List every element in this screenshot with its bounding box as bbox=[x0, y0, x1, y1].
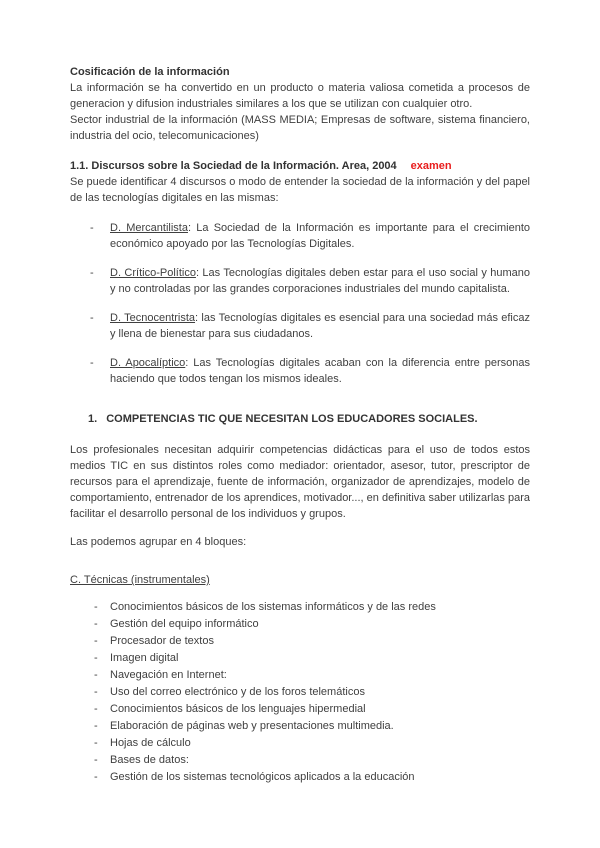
discourse-term: D. Crítico-Político bbox=[110, 267, 196, 279]
list-item bbox=[70, 355, 530, 387]
list-item: - Navegación en Internet: bbox=[70, 667, 530, 684]
section-heading-discursos bbox=[70, 158, 530, 174]
discourse-term: D. Mercantilista bbox=[110, 222, 188, 234]
list-item: - Imagen digital bbox=[70, 650, 530, 667]
discourse-text: : Las Tecnologías digitales acaban con la diferencia entre personas haciendo que todos tengan los mismos ideales. bbox=[110, 357, 530, 385]
list-item bbox=[70, 310, 530, 342]
section-heading-text: COMPETENCIAS TIC QUE NECESITAN LOS EDUCADORES SOCIALES. bbox=[106, 413, 478, 425]
list-item: - Bases de datos: bbox=[70, 752, 530, 769]
list-item: - Elaboración de páginas web y presentaciones multimedia. bbox=[70, 718, 530, 735]
grouping-note: Las podemos agrupar en 4 bloques: bbox=[70, 536, 247, 548]
list-item: - Hojas de cálculo bbox=[70, 735, 530, 752]
list-item: - Gestión del equipo informático bbox=[70, 616, 530, 633]
list-item: - Gestión de los sistemas tecnológicos aplicados a la educación bbox=[70, 769, 530, 786]
section-number: 1. bbox=[88, 413, 98, 425]
list-item bbox=[70, 265, 530, 297]
tech-skills-list bbox=[70, 599, 530, 786]
competencias-paragraph: Los profesionales necesitan adquirir competencias didácticas para el uso de todos estos medios TIC en sus distintos roles como mediador: orientador, asesor, tutor, prescriptor de recursos para el aprendizaje, fuente de información, organizador de aprendizajes, modelo de comportamiento, entrenador de los aprendices, motivador..., en definitiva saber utilizarlas para facilitar el desarrollo personal de los individuos y grupos. bbox=[70, 444, 530, 520]
list-item: - Conocimientos básicos de los lenguajes hipermedial bbox=[70, 701, 530, 718]
discourse-text: : las Tecnologías digitales es esencial para una sociedad más eficaz y llena de bienestar para sus ciudadanos. bbox=[110, 312, 530, 340]
block-heading-tecnicas: C. Técnicas (instrumentales) bbox=[70, 574, 210, 586]
discourse-term: D. Tecnocentrista bbox=[110, 312, 196, 324]
examen-badge: examen bbox=[410, 160, 452, 172]
section-heading-competencias bbox=[70, 411, 530, 428]
document-title: Cosificación de la información bbox=[70, 66, 230, 78]
discourse-list bbox=[70, 220, 530, 387]
intro-paragraph-1: La información se ha convertido en un producto o materia valiosa cometida a procesos de generacion y difusion industriales similares a los que se utilizan con cualquier otro. bbox=[70, 82, 530, 110]
discourse-text: : Las Tecnologías digitales deben estar para el uso social y humano y no controladas por las grandes corporaciones industriales del mundo capitalista. bbox=[110, 267, 530, 295]
discursos-intro: Se puede identificar 4 discursos o modo de entender la sociedad de la información y del papel de las tecnologías digitales en las mismas: bbox=[70, 176, 530, 204]
list-item: - Uso del correo electrónico y de los foros telemáticos bbox=[70, 684, 530, 701]
discourse-term: D. Apocalíptico bbox=[110, 357, 186, 369]
list-item bbox=[70, 220, 530, 252]
list-item: - Procesador de textos bbox=[70, 633, 530, 650]
section-heading-text: 1.1. Discursos sobre la Sociedad de la Información. Area, 2004 bbox=[70, 160, 397, 172]
intro-paragraph-2: Sector industrial de la información (MASS MEDIA; Empresas de software, sistema financiero, industria del ocio, telecomunicaciones) bbox=[70, 114, 530, 142]
discourse-text: : La Sociedad de la Información es importante para el crecimiento económico apoyado por las Tecnologías Digitales. bbox=[110, 222, 530, 250]
list-item: - Conocimientos básicos de los sistemas informáticos y de las redes bbox=[70, 599, 530, 616]
